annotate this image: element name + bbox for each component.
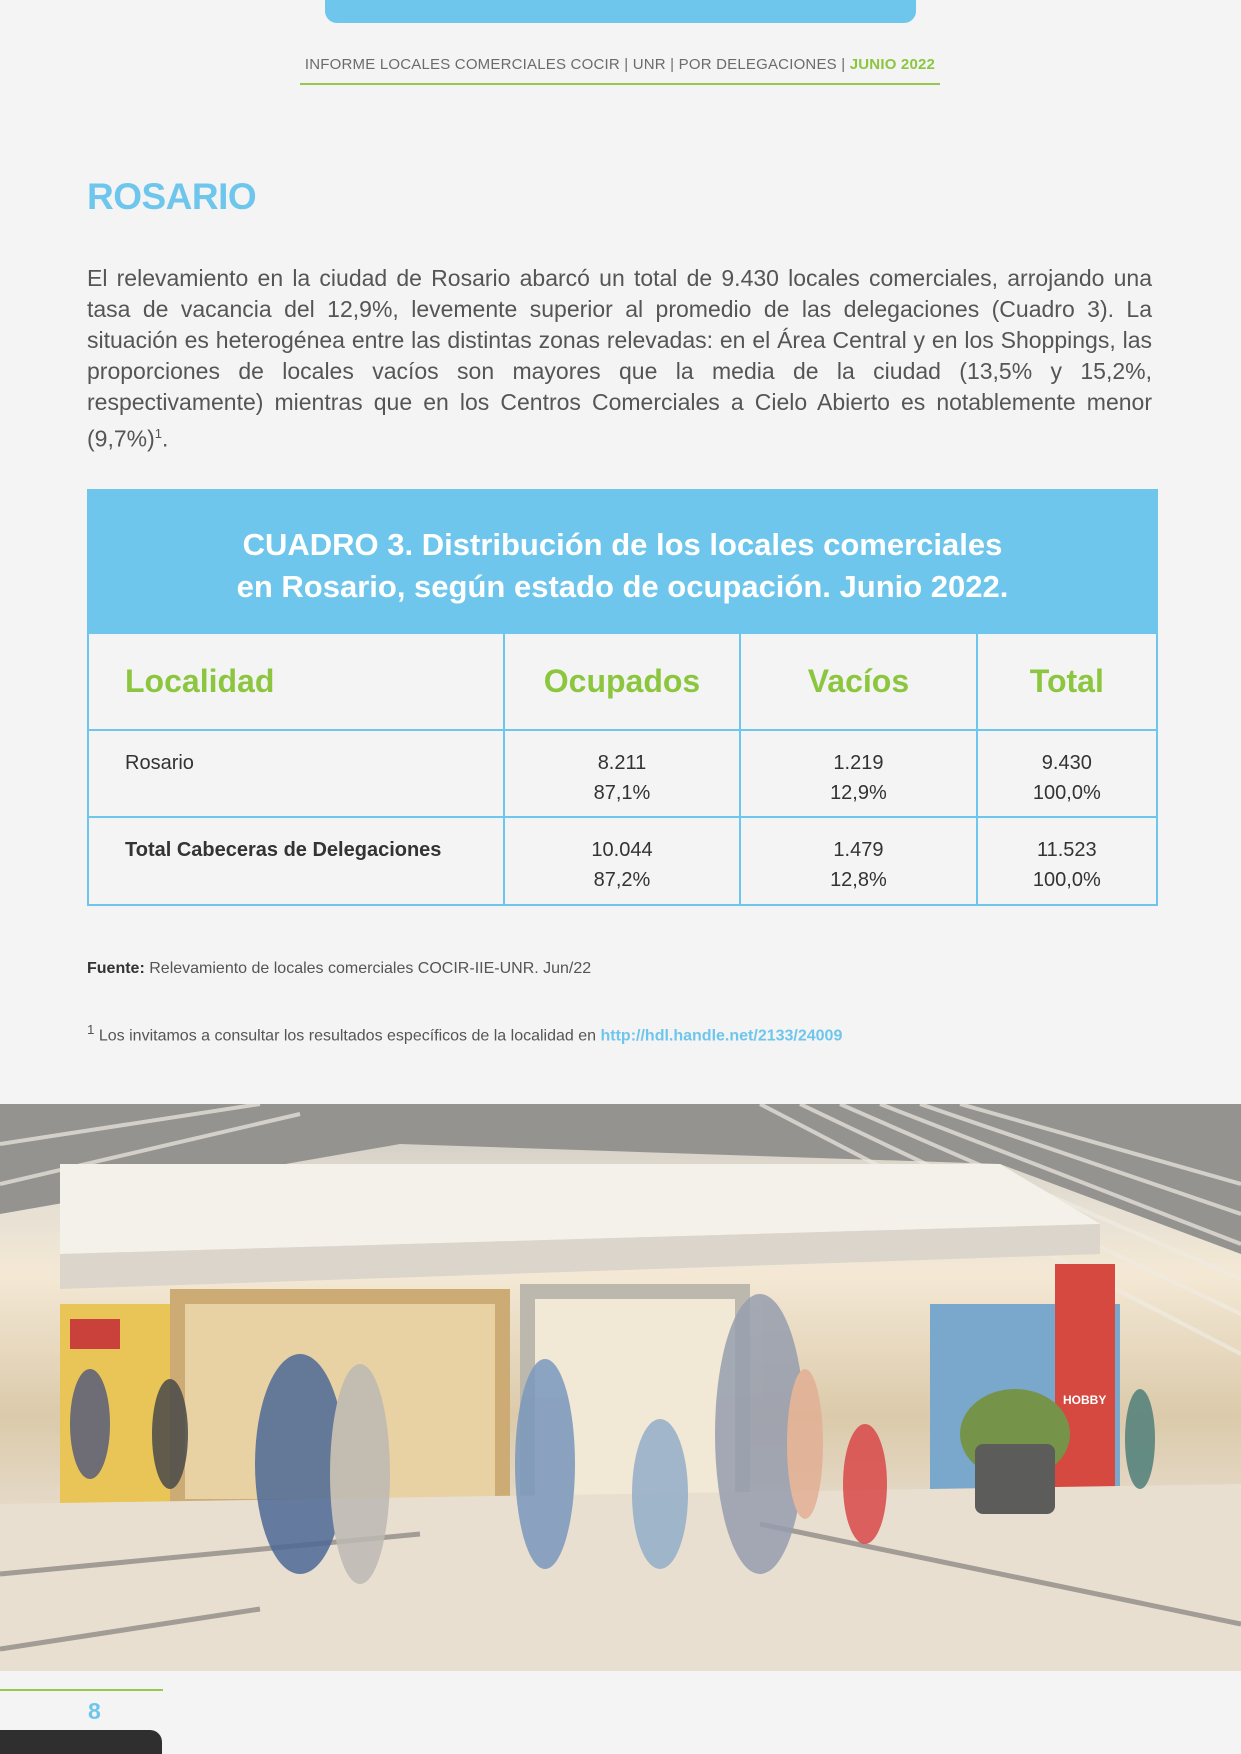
cell-percent: 100,0% bbox=[1032, 782, 1101, 804]
table-title bbox=[89, 491, 1156, 634]
section-title: ROSARIO bbox=[87, 176, 257, 217]
cell-vacios bbox=[740, 730, 976, 817]
cell-percent: 87,1% bbox=[593, 782, 651, 804]
header-localidad: Localidad bbox=[89, 634, 504, 730]
report-header-text: INFORME LOCALES COMERCIALES COCIR | UNR | POR DELEGACIONES | bbox=[304, 56, 846, 73]
table-title-line-1: CUADRO 3. Distribución de los locales comerciales bbox=[242, 527, 1003, 562]
cell-value: 9.430 bbox=[1041, 752, 1092, 774]
source-text: Relevamiento de locales comerciales COCIR-IIE-UNR. Jun/22 bbox=[149, 960, 592, 977]
table-row bbox=[89, 817, 1156, 904]
cell-total bbox=[977, 817, 1156, 904]
mall-illustration bbox=[0, 1104, 1241, 1671]
cell-vacios bbox=[740, 817, 976, 904]
cell-percent: 87,2% bbox=[593, 869, 651, 891]
cell-value: 1.479 bbox=[833, 839, 884, 861]
cell-value: 11.523 bbox=[1036, 839, 1097, 861]
intro-end: . bbox=[161, 425, 169, 452]
table-header-row bbox=[89, 634, 1156, 730]
cell-total bbox=[977, 730, 1156, 817]
footnote-link[interactable]: http://hdl.handle.net/2133/24009 bbox=[600, 1027, 843, 1045]
footnote bbox=[87, 1022, 842, 1045]
svg-text:HOBBY: HOBBY bbox=[1063, 1393, 1107, 1407]
source-label: Fuente: bbox=[87, 960, 145, 977]
cell-percent: 100,0% bbox=[1032, 869, 1101, 891]
source-note bbox=[87, 960, 591, 978]
footer-divider bbox=[0, 1689, 163, 1691]
table-row bbox=[89, 730, 1156, 817]
cell-value: 8.211 bbox=[597, 752, 647, 774]
cell-ocupados bbox=[504, 730, 740, 817]
table-title-line-2: en Rosario, según estado de ocupación. Junio 2022. bbox=[236, 569, 1009, 604]
intro-footnote-mark: 1 bbox=[154, 426, 162, 441]
header-total: Total bbox=[977, 634, 1156, 730]
header-ocupados: Ocupados bbox=[504, 634, 740, 730]
cell-percent: 12,8% bbox=[830, 869, 887, 891]
cell-percent: 12,9% bbox=[830, 782, 887, 804]
report-header-date: JUNIO 2022 bbox=[849, 56, 936, 73]
data-table bbox=[89, 634, 1156, 904]
cell-value: 10.044 bbox=[591, 839, 653, 861]
cell-localidad: Total Cabeceras de Delegaciones bbox=[89, 817, 504, 904]
cuadro-3-table bbox=[87, 489, 1158, 906]
shopping-mall-photo bbox=[0, 1104, 1241, 1671]
top-decorative-tab bbox=[325, 0, 916, 23]
footnote-text: Los invitamos a consultar los resultados específicos de la localidad en bbox=[98, 1027, 597, 1045]
cell-localidad: Rosario bbox=[89, 730, 504, 817]
page-number: 8 bbox=[88, 1698, 101, 1724]
footnote-mark: 1 bbox=[87, 1022, 95, 1037]
header-vacios: Vacíos bbox=[740, 634, 976, 730]
intro-text: El relevamiento en la ciudad de Rosario abarcó un total de 9.430 locales comerciales, arrojando una tasa de vacancia del 12,9%, levemente superior al promedio de las delegaciones (Cuadro 3). La situación es heterogénea entre las distintas zonas relevadas: en el Área Central y en los Shoppings, las proporciones de locales vacíos son mayores que la media de la ciudad (13,5% y 15,2%, respectivamente) mientras que en los Centros Comerciales a Cielo Abierto es notablemente menor (9,7%) bbox=[87, 265, 1152, 452]
cell-ocupados bbox=[504, 817, 740, 904]
report-header bbox=[300, 56, 940, 85]
footer-decorative-tab bbox=[0, 1730, 162, 1754]
cell-value: 1.219 bbox=[833, 752, 884, 774]
intro-paragraph bbox=[87, 263, 1152, 455]
